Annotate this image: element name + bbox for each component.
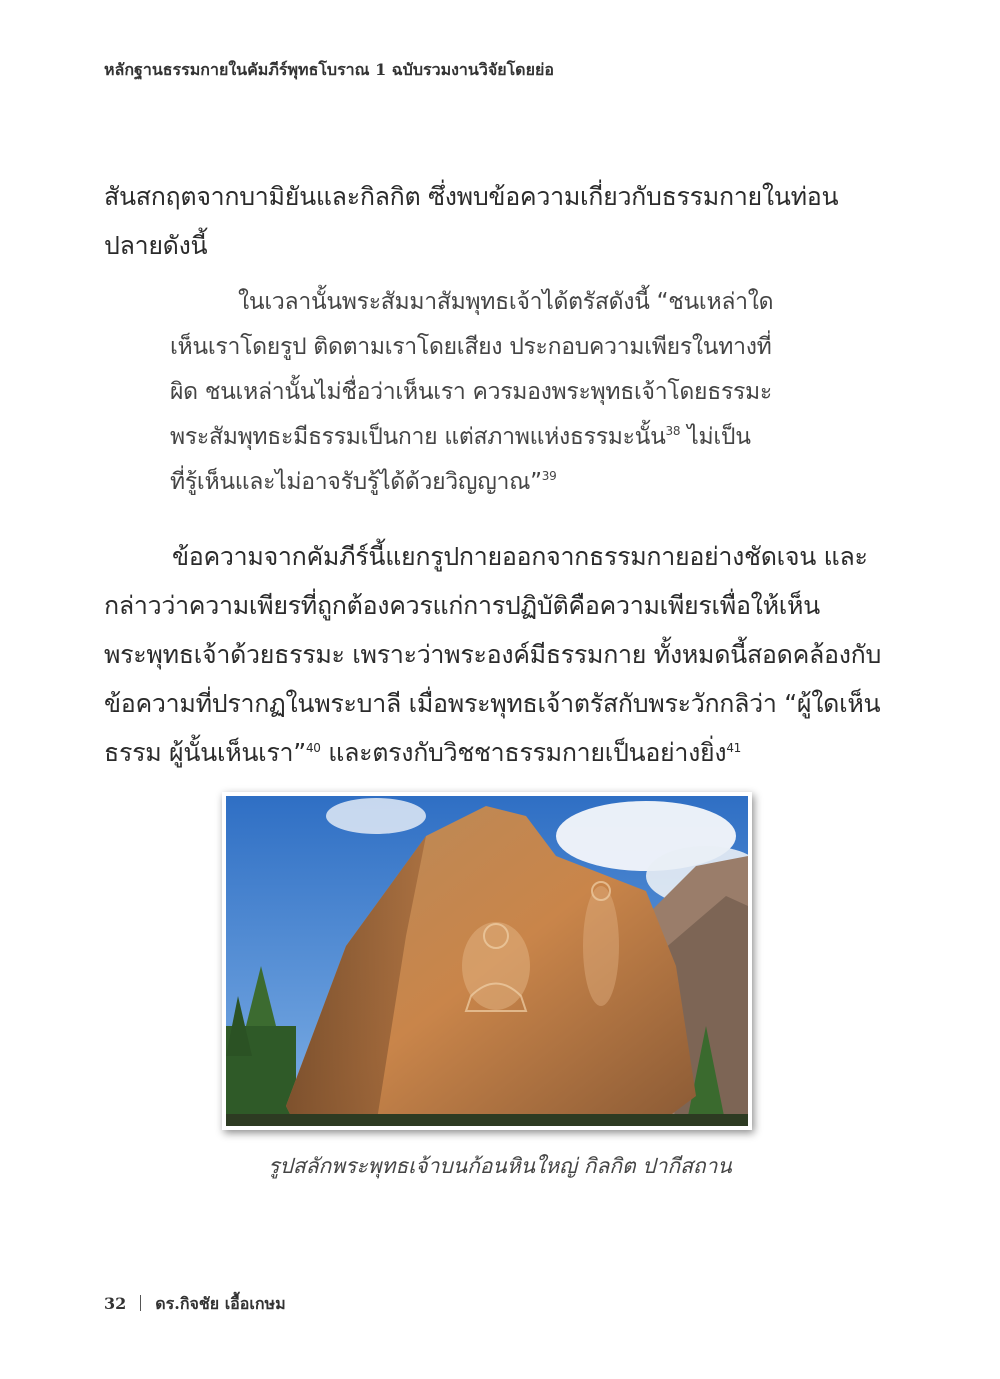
paragraph-discussion (104, 532, 882, 777)
page-footer (104, 1292, 286, 1317)
quote-line (170, 415, 810, 460)
text-line: ข้อความที่ปรากฏในพระบาลี เมื่อพระพุทธเจ้าตรัสกับพระวักกลิว่า “ผู้ใดเห็น (104, 689, 881, 718)
footer-divider (140, 1295, 141, 1311)
running-header: หลักฐานธรรมกายในคัมภีร์พุทธโบราณ 1 ฉบับรวมงานวิจัยโดยย่อ (104, 60, 554, 79)
quote-line: เห็นเราโดยรูป ติดตามเราโดยเสียง ประกอบความเพียรในทางที่ (170, 334, 772, 360)
footnote-ref-40: 40 (305, 741, 321, 755)
quote-line: ผิด ชนเหล่านั้นไม่ชื่อว่าเห็นเรา ควรมองพระพุทธเจ้าโดยธรรมะ (170, 379, 772, 405)
text-line (104, 728, 864, 777)
figure-caption: รูปสลักพระพุทธเจ้าบนก้อนหินใหญ่ กิลกิต ปากีสถาน (268, 1154, 732, 1178)
page-number: 32 (104, 1294, 127, 1313)
block-quote (170, 280, 810, 505)
paragraph-intro (104, 172, 864, 270)
text-line: พระพุทธเจ้าด้วยธรรมะ เพราะว่าพระองค์มีธรรมกาย ทั้งหมดนี้สอดคล้องกับ (104, 640, 882, 669)
footnote-ref-38: 38 (665, 424, 681, 438)
footnote-ref-41: 41 (726, 741, 741, 755)
photo-illustration (226, 796, 748, 1126)
text-line: ปลายดังนี้ (104, 231, 208, 260)
quote-text: พระสัมพุทธะมีธรรมเป็นกาย แต่สภาพแห่งธรรมะนั้น (170, 424, 666, 450)
body-text: และตรงกับวิชชาธรรมกายเป็นอย่างยิ่ง (320, 738, 727, 767)
body-text: ธรรม ผู้นั้นเห็นเรา” (104, 738, 306, 767)
quote-line: ในเวลานั้นพระสัมมาสัมพุทธเจ้าได้ตรัสดังนี้ “ชนเหล่าใด (238, 289, 774, 315)
text-line: กล่าวว่าความเพียรที่ถูกต้องควรแก่การปฏิบัติคือความเพียรเพื่อให้เห็น (104, 591, 820, 620)
text-line: ข้อความจากคัมภีร์นี้แยกรูปกายออกจากธรรมกายอย่างชัดเจน และ (172, 542, 868, 571)
author-name: ดร.กิจชัย เอื้อเกษม (155, 1294, 286, 1313)
footnote-ref-39: 39 (541, 469, 557, 483)
text-line: สันสกฤตจากบามิยันและกิลกิต ซึ่งพบข้อความเกี่ยวกับธรรมกายในท่อน (104, 182, 839, 211)
buddha-rock-carving-photo (222, 792, 752, 1130)
quote-text: ไม่เป็น (680, 424, 751, 450)
quote-text: ที่รู้เห็นและไม่อาจรับรู้ได้ด้วยวิญญาณ” (170, 469, 542, 495)
quote-line (170, 460, 810, 505)
